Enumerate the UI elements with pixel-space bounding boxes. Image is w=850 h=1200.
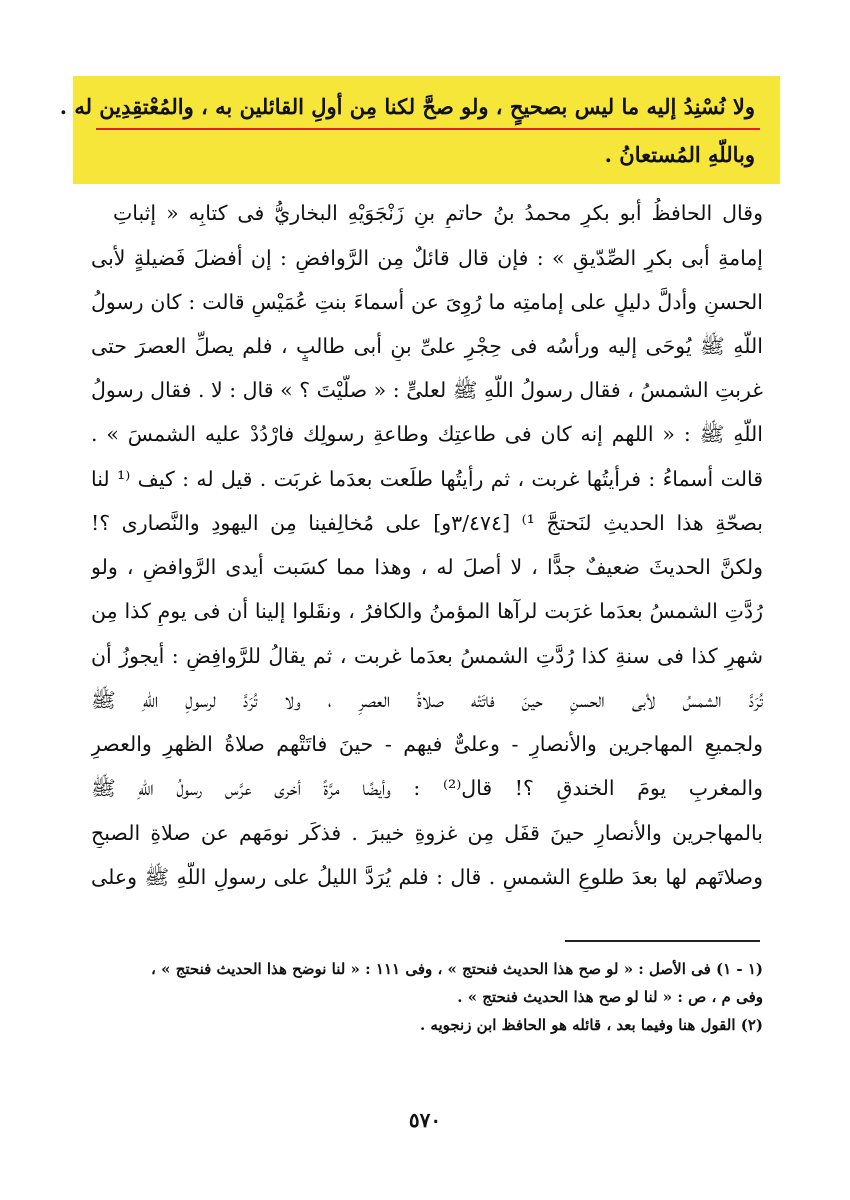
body-line: غربتِ الشمسُ ، فقال رسولُ اللّهِ ﷺ لعلىٍّ : « صلَّيْتَ ؟ » قال : لا . فقال رسولُ (91, 378, 763, 402)
footnote-line: (٢) القول هنا وفيما بعد ، قائله هو الحافظ ابن زنجويه . (419, 1016, 763, 1034)
footnote-line: (١ - ١) فى الأصل : « لو صح هذا الحديث فنحتج » ، وفى ١١١ : « لنا نوضح هذا الحديث فنحتج » ، (151, 960, 763, 978)
body-line: تُرَدَّ الشمسُ لأبى الحسنِ حينَ فاتَتْه صلاةُ العصرِ ، ولا تُرَدَّ لرسولِ اللّهِ ﷺ (91, 688, 763, 712)
body-line: ولجميعِ المهاجرين والأنصارِ - وعلىٌّ فيهم - حينَ فاتَتْهم صلاةُ الظهرِ والعصرِ (91, 732, 763, 756)
body-line: قالت أسماءُ : فرأيتُها غربت ، ثم رأيتُها طلَعت بعدَما غربَت . قيل له : كيف ⁽¹ لنا (91, 467, 763, 491)
highlighted-line-1: ولا نُسْنِدُ إليه ما ليس بصحيحٍ ، ولو صحَّ لكنا مِن أولِ القائلين به ، والمُعْتقِدِين له . (59, 94, 755, 119)
body-line: ولكنَّ الحديثَ ضعيفٌ جدًّا ، لا أصلَ له ، وهذا مما كسَبت أيدى الرَّوافضِ ، ولو (91, 555, 763, 579)
body-line: شهرِ كذا فى سنةِ كذا رُدَّتِ الشمسُ بعدَما غربت ، ثم يقالُ للرَّوافِضِ : أيجوزُ أن (91, 644, 763, 668)
body-line: اللّهِ ﷺ : « اللهم إنه كان فى طاعتِك وطاعةِ رسولِك فارْدُدْ عليه الشمسَ » . (91, 422, 763, 446)
red-underline-annotation (96, 128, 760, 130)
body-line: اللّهِ ﷺ يُوحَى إليه ورأسُه فى حِجْرِ علىِّ بنِ أبى طالبٍ ، فلم يصلِّ العصرَ حتى (91, 334, 763, 358)
footnote-line: وفى م ، ص : « لنا لو صح هذا الحديث فنحتج » . (457, 988, 763, 1006)
footnote-separator (565, 940, 760, 942)
body-line: وصلاتَهم لها بعدَ طلوعِ الشمسِ . قال : فلم يُرَدَّ الليلُ على رسولِ اللّهِ ﷺ وعلى (91, 865, 763, 889)
body-line: بصحّةِ هذا الحديثِ لنَحتجَّ ¹⁾ [٣/٤٧٤و] على مُخالِفينا مِن اليهودِ والنَّصارى ؟! (91, 511, 763, 535)
page-number: ٥٧٠ (408, 1108, 442, 1132)
body-line: والمغربِ يومَ الخندقِ ؟! قال⁽²⁾ : وأيضًا مرَّةً أخرى عرَّس رسولُ اللّهِ ﷺ (91, 776, 763, 800)
body-line: الحسنِ وأدلَّ دليلٍ على إمامتِه ما رُوِىَ عن أسماءَ بنتِ عُمَيْسٍ قالت : كان رسولُ (91, 290, 763, 314)
body-line: رُدَّتِ الشمسُ بعدَما غرَبت لرآها المؤمنُ والكافرُ ، ونقَلوا إلينا أن فى يومِ كذا مِن (91, 599, 763, 623)
body-line: وقال الحافظُ أبو بكرٍ محمدُ بنُ حاتمِ بنِ زَنْجَوَيْهِ البخاريُّ فى كتابِه « إثباتِ (113, 201, 763, 225)
body-line: بالمهاجرين والأنصارِ حينَ قفَل مِن غزوةِ خيبرَ . فذكَر نومَهم عن صلاةِ الصبحِ (91, 821, 763, 845)
highlighted-line-2: وباللّهِ المُستعانُ . (604, 142, 755, 167)
body-line: إمامةِ أبى بكرٍ الصِّدّيقِ » : فإن قال قائلٌ مِن الرَّوافضِ : إن أفضلَ فَضيلةٍ لأبى (91, 246, 763, 270)
